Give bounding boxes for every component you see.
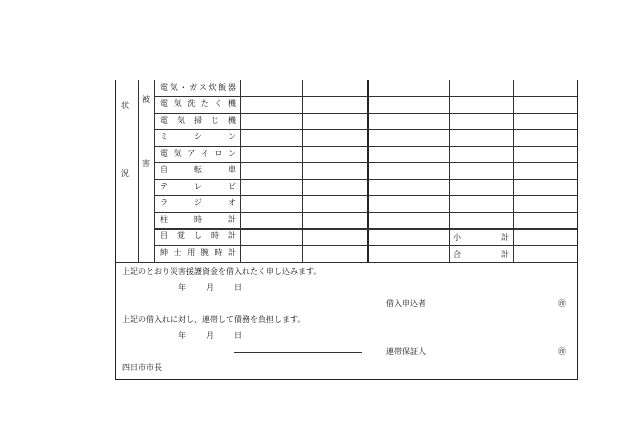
day-label: 日: [234, 331, 242, 340]
item-label: 自 転 車: [160, 165, 236, 174]
subtotal-label: 小 計: [453, 233, 509, 242]
total-label: 合 計: [453, 250, 509, 259]
year-label: 年: [178, 283, 186, 292]
col-divider-center: [367, 80, 369, 262]
guarantor-label: 連帯保証人: [386, 347, 426, 356]
table-bottom-line: [116, 262, 577, 263]
loan-application-form: [115, 80, 578, 380]
item-label: 目 覚 し 時 計: [160, 231, 236, 240]
status-label-bottom: 況: [121, 169, 129, 178]
year-label: 年: [178, 331, 186, 340]
col-divider-4: [302, 80, 303, 262]
applicant-label: 借入申込者: [386, 299, 426, 308]
item-label: テ レ ビ: [160, 182, 236, 191]
application-date: [178, 282, 242, 293]
col-divider-1: [138, 80, 139, 262]
item-label: 電 気 ア イ ロ ン: [160, 149, 236, 158]
damage-label-bottom: 害: [142, 159, 150, 168]
item-label: 電 気 ・ ガ ス 炊 飯 器: [160, 83, 236, 92]
col-divider-5: [449, 80, 450, 262]
applicant-seal-mark: ㊞: [558, 299, 566, 308]
col-divider-6: [513, 80, 514, 262]
month-label: 月: [206, 331, 214, 340]
item-label: 紳 士 用 腕 時 計: [160, 248, 236, 257]
signature-line: [234, 352, 362, 353]
item-label: 電 気 洗 た く 機: [160, 99, 236, 108]
status-label-top: 状: [121, 101, 129, 110]
item-label: 柱 時 計: [160, 215, 236, 224]
item-label: ミ シ ン: [160, 132, 236, 141]
col-divider-2: [154, 80, 155, 262]
month-label: 月: [206, 283, 214, 292]
item-label: ラ ジ オ: [160, 198, 236, 207]
application-statement: 上記のとおり災害援護資金を借入れたく申し込みます。: [122, 267, 322, 276]
day-label: 日: [234, 283, 242, 292]
col-divider-3: [240, 80, 241, 262]
guarantor-seal-mark: ㊞: [558, 347, 566, 356]
damage-label-top: 被: [142, 95, 150, 104]
recipient: 四日市市長: [122, 363, 162, 372]
item-label: 電 気 掃 じ 機: [160, 116, 236, 125]
guarantor-statement: 上記の借入れに対し、連帯して債務を負担します。: [122, 315, 306, 324]
guarantor-date: [178, 330, 242, 341]
